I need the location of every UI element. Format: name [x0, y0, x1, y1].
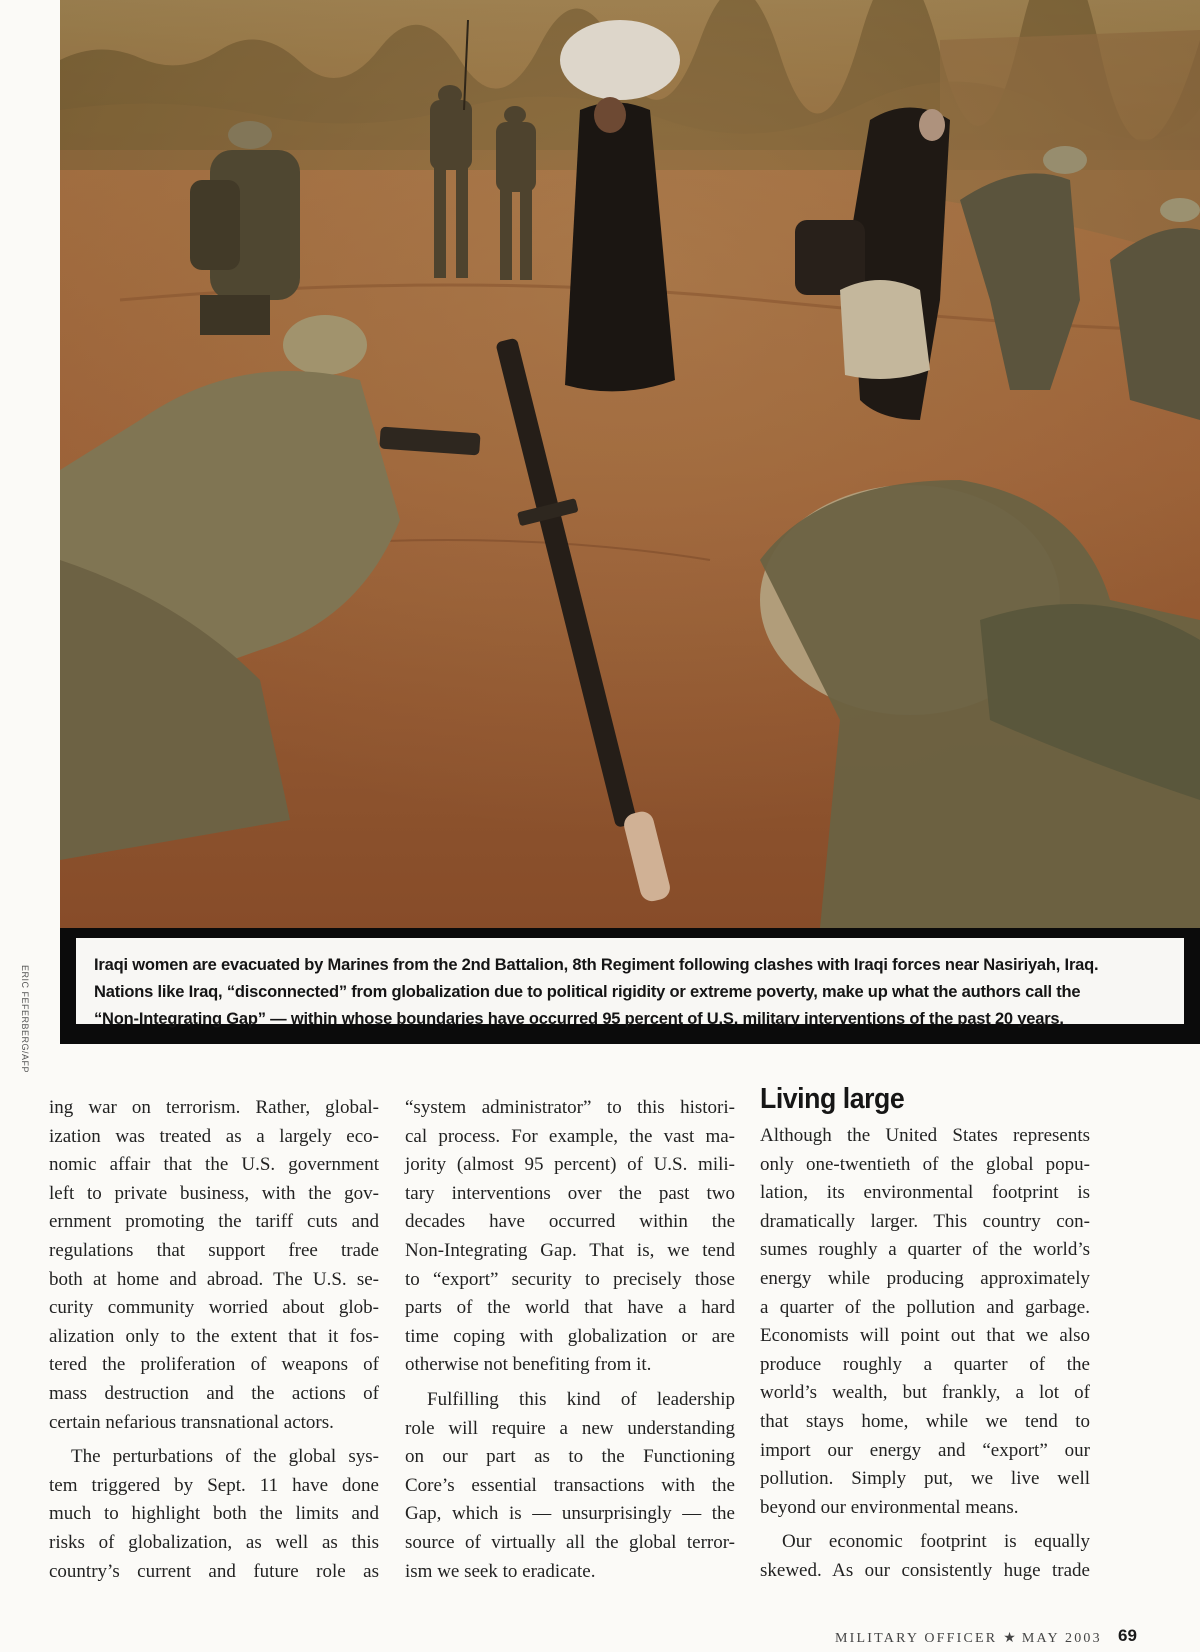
- paragraph: [405, 1386, 735, 1586]
- paragraph: [405, 1094, 735, 1380]
- text-line: produce roughly a quarter of the: [760, 1353, 1090, 1375]
- text-line: time coping with globalization or are: [405, 1325, 735, 1347]
- photo-iraq-evacuation: [60, 0, 1200, 928]
- text-line: Core’s essential transactions with the: [405, 1474, 735, 1496]
- text-line: regulations that support free trade: [49, 1239, 379, 1261]
- publication-name: MILITARY OFFICER: [835, 1631, 998, 1646]
- text-line: alization only to the extent that it fos-: [49, 1325, 379, 1347]
- text-line: import our energy and “export” our: [760, 1439, 1090, 1461]
- article-column-3: [760, 1122, 1090, 1586]
- issue-date: MAY 2003: [1021, 1631, 1102, 1646]
- text-line: to “export” security to precisely those: [405, 1268, 735, 1290]
- article-column-2: [405, 1094, 735, 1586]
- text-line: Gap, which is — unsurprisingly — the: [405, 1503, 735, 1525]
- text-line: country’s current and future role as: [49, 1560, 379, 1582]
- photo-credit: ERIC FEFERBERG/AFP: [20, 965, 30, 1074]
- text-line: much to highlight both the limits and: [49, 1503, 379, 1525]
- caption-line: “Non-Integrating Gap” — within whose boundaries have occurred 95 percent of U.S. military interventions of the past 20 years.: [94, 1010, 1064, 1028]
- caption-line: Iraqi women are evacuated by Marines from the 2nd Battalion, 8th Regiment following clashes with Iraqi forces near Nasiriyah, Iraq.: [94, 956, 1099, 974]
- text-line: ing war on terrorism. Rather, global-: [49, 1097, 379, 1118]
- article-column-1: [49, 1094, 379, 1586]
- photo-illustration: [60, 0, 1200, 928]
- text-line: Fulfilling this kind of leadership: [427, 1388, 735, 1410]
- text-line: curity community worried about glob-: [49, 1297, 379, 1319]
- text-line: nomic affair that the U.S. government: [49, 1154, 379, 1176]
- text-line: world’s wealth, but frankly, a lot of: [760, 1382, 1090, 1404]
- text-line: tem triggered by Sept. 11 have done: [49, 1474, 379, 1496]
- paragraph: [760, 1528, 1090, 1585]
- text-line: tary interventions over the past two: [405, 1182, 735, 1204]
- text-line: that stays home, while we tend to: [760, 1410, 1090, 1432]
- text-line: decades have occurred within the: [405, 1211, 735, 1233]
- text-line: Our economic footprint is equally: [782, 1531, 1090, 1553]
- star-icon: ★: [1003, 1631, 1016, 1646]
- text-line: a quarter of the pollution and garbage.: [760, 1296, 1090, 1318]
- text-line: “system administrator” to this histori-: [405, 1097, 735, 1118]
- text-line: pollution. Simply put, we live well: [760, 1468, 1090, 1490]
- text-line: on our part as to the Functioning: [405, 1446, 735, 1468]
- text-line: certain nefarious transnational actors.: [49, 1411, 334, 1433]
- text-line: Economists will point out that we also: [760, 1325, 1090, 1347]
- text-line: energy while producing approximately: [760, 1267, 1090, 1289]
- paragraph: [49, 1443, 379, 1586]
- text-line: Non-Integrating Gap. That is, we tend: [405, 1239, 735, 1261]
- page-number: 69: [1118, 1626, 1137, 1645]
- text-line: both at home and abroad. The U.S. se-: [49, 1268, 379, 1290]
- text-line: source of virtually all the global terror-: [405, 1531, 735, 1553]
- text-line: parts of the world that have a hard: [405, 1297, 735, 1319]
- text-line: tered the proliferation of weapons of: [49, 1354, 379, 1376]
- section-heading: Living large: [760, 1083, 905, 1115]
- paragraph: [49, 1094, 379, 1437]
- text-line: mass destruction and the actions of: [49, 1382, 379, 1404]
- photo-caption-box: [60, 928, 1200, 1044]
- text-line: The perturbations of the global sys-: [71, 1446, 379, 1468]
- text-line: skewed. As our consistently huge trade: [760, 1559, 1090, 1581]
- text-line: ernment promoting the tariff cuts and: [49, 1211, 379, 1233]
- photo-caption: [76, 938, 1184, 1028]
- text-line: ism we seek to eradicate.: [405, 1560, 596, 1582]
- text-line: left to private business, with the gov-: [49, 1182, 379, 1204]
- text-line: only one-twentieth of the global popu-: [760, 1153, 1090, 1175]
- text-line: risks of globalization, as well as this: [49, 1531, 379, 1553]
- text-line: Although the United States represents: [760, 1125, 1090, 1146]
- text-line: jority (almost 95 percent) of U.S. mili-: [405, 1154, 735, 1176]
- text-line: sumes roughly a quarter of the world’s: [760, 1239, 1090, 1261]
- text-line: beyond our environmental means.: [760, 1496, 1019, 1518]
- text-line: lation, its environmental footprint is: [760, 1182, 1090, 1204]
- running-footer: [835, 1630, 1102, 1647]
- paragraph: [760, 1122, 1090, 1522]
- text-line: role will require a new understanding: [405, 1417, 735, 1439]
- text-line: ization was treated as a largely eco-: [49, 1125, 379, 1147]
- caption-line: Nations like Iraq, “disconnected” from globalization due to political rigidity or extreme poverty, make up what the authors call the: [94, 983, 1081, 1001]
- text-line: otherwise not benefiting from it.: [405, 1354, 652, 1376]
- text-line: dramatically larger. This country con-: [760, 1210, 1090, 1232]
- text-line: cal process. For example, the vast ma-: [405, 1125, 735, 1147]
